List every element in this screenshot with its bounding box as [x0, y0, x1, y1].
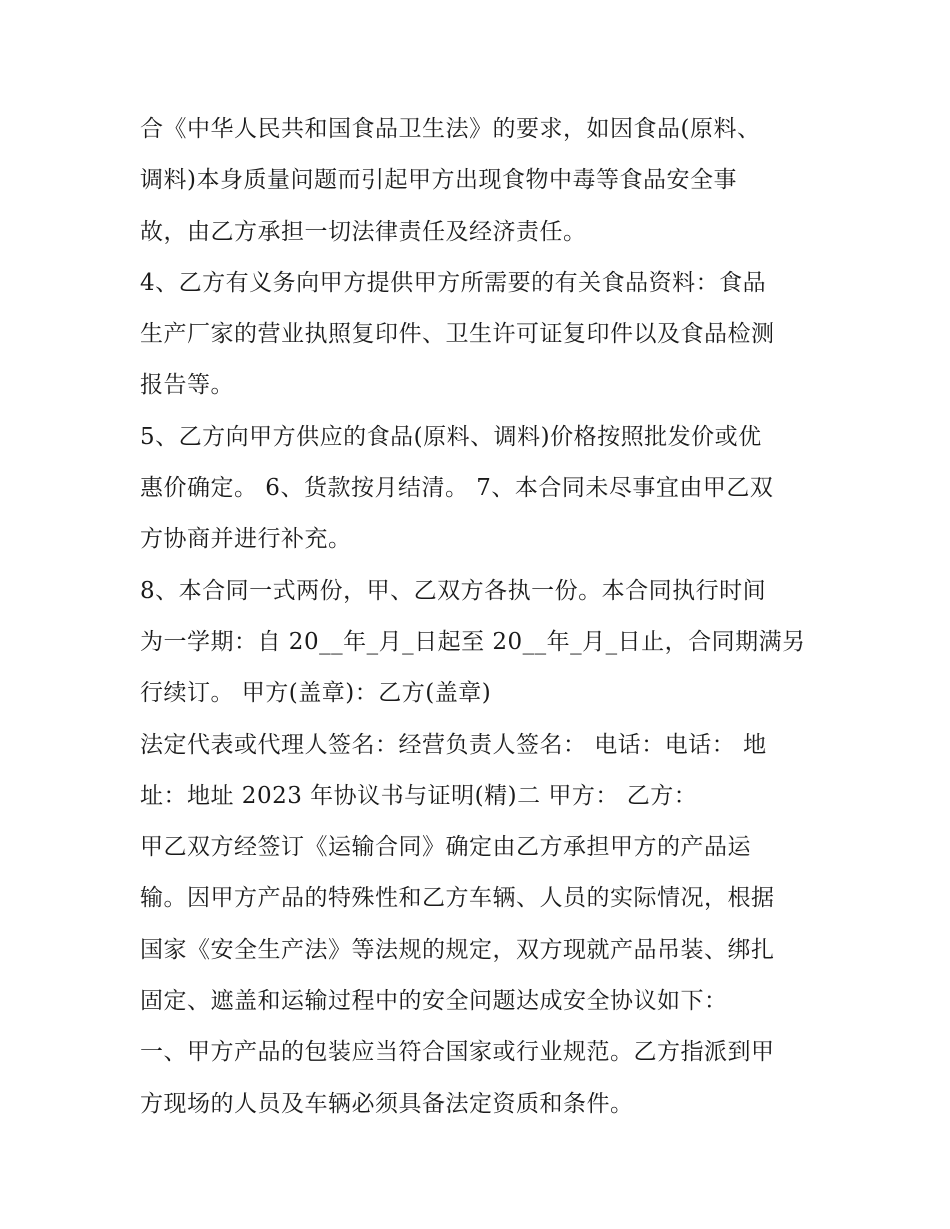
- text-line: 输。因甲方产品的特殊性和乙方车辆、人员的实际情况，根据: [140, 885, 775, 912]
- text-line: 方现场的人员及车辆必须具备法定资质和条件。: [140, 1090, 634, 1117]
- text-line: 为一学期：自 20__年_月_日起至 20__年_月_日止，合同期满另: [140, 628, 806, 655]
- document-body: [140, 104, 830, 1130]
- text-line: 报告等。: [140, 372, 234, 399]
- text-line: 国家《安全生产法》等法规的规定，双方现就产品吊装、绑扎: [140, 936, 775, 963]
- text-line: 8、本合同一式两份，甲、乙双方各执一份。本合同执行时间: [140, 577, 767, 604]
- text-line: 故，由乙方承担一切法律责任及经济责任。: [140, 218, 587, 245]
- text-line: 固定、遮盖和运输过程中的安全问题达成安全协议如下：: [140, 988, 728, 1015]
- text-line: 合《中华人民共和国食品卫生法》的要求，如因食品(原料、: [140, 116, 761, 142]
- text-line: 址：地址 2023 年协议书与证明(精)二 甲方： 乙方：: [140, 782, 698, 809]
- text-line: 5、乙方向甲方供应的食品(原料、调料)价格按照批发价或优: [140, 423, 762, 450]
- text-line: 甲乙双方经签订《运输合同》确定由乙方承担甲方的产品运: [140, 834, 751, 861]
- text-line: 4、乙方有义务向甲方提供甲方所需要的有关食品资料：食品: [140, 269, 767, 296]
- text-line: 调料)本身质量问题而引起甲方出现食物中毒等食品安全事: [140, 167, 737, 194]
- text-line: 一、甲方产品的包装应当符合国家或行业规范。乙方指派到甲: [140, 1039, 775, 1066]
- text-line: 生产厂家的营业执照复印件、卫生许可证复印件以及食品检测: [140, 321, 775, 348]
- text-line: 惠价确定。 6、货款按月结清。 7、本合同未尽事宜由甲乙双: [140, 475, 774, 502]
- text-line: 方协商并进行补充。: [140, 526, 352, 553]
- text-line: 行续订。 甲方(盖章)：乙方(盖章): [140, 680, 492, 707]
- text-line: 法定代表或代理人签名：经营负责人签名： 电话：电话： 地: [140, 731, 767, 758]
